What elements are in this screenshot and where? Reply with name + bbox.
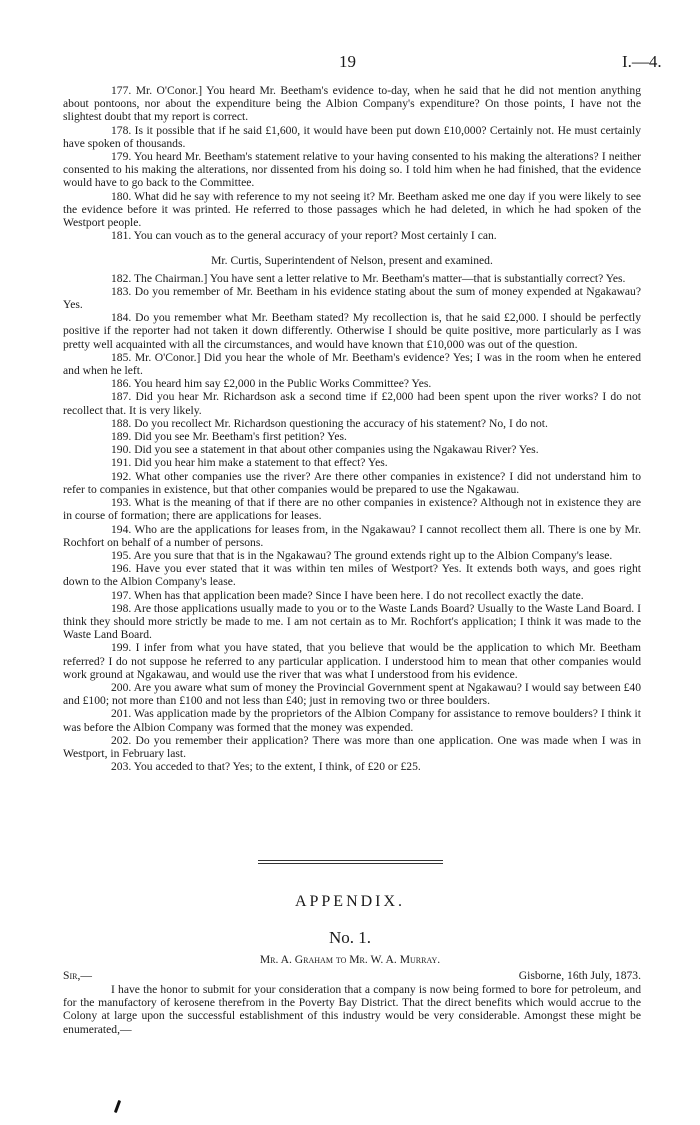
evidence-paragraph: 198. Are those applications usually made to you or to the Waste Lands Board? Usually to the Waste Land Board. I think they should more strictly be made to me. I am not certain as to Mr. Rochfort's application; I think it was made to the Waste Land Board. [63, 601, 641, 642]
evidence-paragraph: 177. Mr. O'Conor.] You heard Mr. Beetham's evidence to-day, when he said that he did not mention anything about pontoons, nor about the expenditure being the Albion Company's expenditure? On those points, I have not the slightest doubt that my report is correct. [63, 84, 641, 124]
evidence-paragraph: 192. What other companies use the river? Are there other companies in existence? I did not understand him to refer to companies in existence, but that other companies would be prepared to use the Ngakawau. [63, 469, 641, 496]
evidence-paragraph: 195. Are you sure that that is in the Ngakawau? The ground extends right up to the Albion Company's lease. [111, 548, 613, 562]
divider-rule [258, 863, 443, 864]
evidence-paragraph: 189. Did you see Mr. Beetham's first petition? Yes. [111, 430, 347, 444]
ink-mark [114, 1100, 121, 1113]
evidence-paragraph: 202. Do you remember their application? There was more than one application. One was made when I was in Westport, in February last. [63, 733, 641, 760]
evidence-paragraph: 186. You heard him say £2,000 in the Public Works Committee? Yes. [111, 377, 432, 391]
evidence-body [63, 84, 641, 773]
evidence-paragraph: 199. I infer from what you have stated, that you believe that would be the application to which Mr. Beetham referred? I do not suppose he referred to any particular application. I understood him to mean that other companies would work ground at Ngakawau, and would use the river that was what I understood from his evidence. [63, 641, 641, 681]
letter-date: Gisborne, 16th July, 1873. [518, 969, 641, 982]
evidence-paragraph: 201. Was application made by the proprietors of the Albion Company for assistance to remove boulders? I think it was before the Albion Company was formed that the money was expended. [63, 707, 641, 734]
evidence-paragraph: 185. Mr. O'Conor.] Did you hear the whole of Mr. Beetham's evidence? Yes; I was in the room when he entered and when he left. [63, 350, 641, 378]
evidence-paragraph: 193. What is the meaning of that if there are no other companies in existence? Although not in existence they are in course of formation; there are applications for leases. [63, 496, 641, 523]
letter-heading: Mr. A. Graham to Mr. W. A. Murray. [259, 953, 441, 966]
divider-rule [258, 860, 443, 861]
evidence-paragraph: 191. Did you hear him make a statement to that effect? Yes. [111, 456, 388, 470]
witness-heading: Mr. Curtis, Superintendent of Nelson, present and examined. [211, 254, 493, 268]
evidence-paragraph: 182. The Chairman.] You have sent a letter relative to Mr. Beetham's matter—that is substantially correct? Yes. [111, 271, 626, 285]
evidence-paragraph: 188. Do you recollect Mr. Richardson questioning the accuracy of his statement? No, I do not. [111, 416, 548, 430]
evidence-paragraph: 196. Have you ever stated that it was within ten miles of Westport? Yes. It extends both ways, and goes right down to the Albion Company's lease. [63, 562, 641, 589]
evidence-paragraph: 178. Is it possible that if he said £1,600, it would have been put down £10,000? Certainly not. He must certainly have spoken of thousands. [63, 123, 641, 150]
evidence-paragraph: 180. What did he say with reference to my not seeing it? Mr. Beetham asked me one day if you were likely to see the evidence before it was printed. He referred to those passages which he had deleted, in which he had spoken of the Westport people. [63, 189, 641, 230]
letter-body: I have the honor to submit for your consideration that a company is now being formed to bore for petroleum, and for the manufactory of kerosene therefrom in the Poverty Bay District. That the direct benefits which would accrue to the Colony at large upon the successful establishment of this industry would be very considerable. Amongst these might be enumerated,— [63, 983, 641, 1036]
evidence-paragraph: 181. You can vouch as to the general accuracy of your report? Most certainly I can. [111, 229, 497, 243]
evidence-paragraph: 187. Did you hear Mr. Richardson ask a second time if £2,000 had been spent upon the river works? I do not recollect that. It is very likely. [63, 390, 641, 417]
page-number: 19 [339, 52, 356, 71]
evidence-paragraph: 184. Do you remember what Mr. Beetham stated? My recollection is, that he said £2,000. I should be perfectly positive if the reporter had not taken it down differently. Otherwise I should be quite positive, more particularly as I was pretty well acquainted with all the circumstances, and would have known that £10,000 was out of the question. [63, 311, 641, 351]
evidence-paragraph: 190. Did you see a statement in that about other companies using the Ngakawau River? Yes. [111, 443, 539, 457]
evidence-paragraph: 194. Who are the applications for leases from, in the Ngakawau? I cannot recollect them all. There is one by Mr. Rochfort on behalf of a number of persons. [63, 522, 641, 549]
evidence-paragraph: 200. Are you aware what sum of money the Provincial Government spent at Ngakawau? I would say between £40 and £100; not more than £100 and not less than £40; just in removing two or three boulders. [63, 680, 641, 708]
evidence-paragraph: 197. When has that application been made? Since I have been here. I do not recollect exactly the date. [111, 588, 584, 602]
salutation: Sir,— [63, 969, 92, 982]
evidence-paragraph: 183. Do you remember of Mr. Beetham in his evidence stating about the sum of money expended at Ngakawau? Yes. [63, 284, 641, 312]
evidence-paragraph: 179. You heard Mr. Beetham's statement relative to your having consented to his making the alterations? I neither consented to his making the alterations, nor dissented from his doing so. I told him when he had finished, that the evidence would have to go back to the Committee. [63, 150, 641, 190]
evidence-paragraph: 203. You acceded to that? Yes; to the extent, I think, of £20 or £25. [111, 760, 421, 774]
appendix-number: No. 1. [328, 928, 372, 947]
appendix-title: APPENDIX. [294, 893, 406, 910]
document-reference: I.—4. [622, 52, 662, 71]
